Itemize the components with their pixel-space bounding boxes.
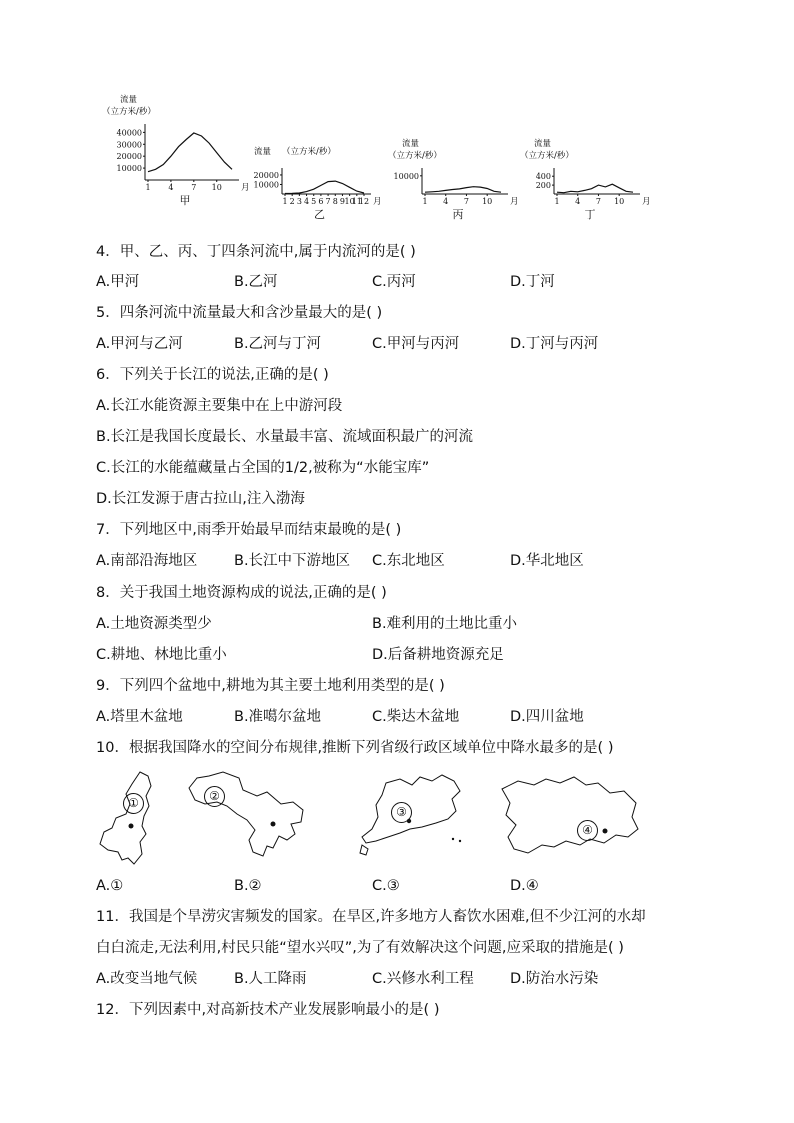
option-a[interactable]: A.南部沿海地区 xyxy=(96,553,198,569)
question-11-stem-cont: 白白流走,无法利用,村民只能“望水兴叹”,为了有效解决这个问题,应采取的措施是( ) xyxy=(96,940,624,956)
province-map-2[interactable] xyxy=(183,766,318,866)
x-tick-label: 10 xyxy=(344,197,355,206)
y-tick-label: 200 xyxy=(535,181,551,191)
y-tick-label: 30000 xyxy=(116,140,142,150)
question-4-stem: 4．甲、乙、丙、丁四条河流中,属于内流河的是( ) xyxy=(96,244,416,260)
option-b[interactable]: B.乙河与丁河 xyxy=(234,336,322,352)
x-tick-label: 6 xyxy=(318,197,324,206)
question-6-option-c[interactable]: C.长江的水能蕴藏量占全国的1/2,被称为“水能宝库” xyxy=(96,460,430,476)
question-11-stem: 11．我国是个旱涝灾害频发的国家。在旱区,许多地方人畜饮水困难,但不少江河的水却 xyxy=(96,909,646,925)
question-9-stem: 9．下列四个盆地中,耕地为其主要土地利用类型的是( ) xyxy=(96,678,445,694)
province-map-1[interactable] xyxy=(96,768,176,868)
x-tick-label: 1 xyxy=(145,183,151,192)
option-a[interactable]: A.甲河与乙河 xyxy=(96,336,183,352)
series-line xyxy=(425,187,501,193)
series-line xyxy=(285,181,364,193)
y-tick-label: 10000 xyxy=(253,180,279,190)
question-12-stem: 12．下列因素中,对高新技术产业发展影响最小的是( ) xyxy=(96,1002,440,1018)
y-tick-label: 20000 xyxy=(253,170,279,180)
option-b[interactable]: B.② xyxy=(234,878,262,894)
flow-chart-ding xyxy=(512,138,652,223)
option-c[interactable]: C.耕地、林地比重小 xyxy=(96,647,227,663)
question-7-stem: 7．下列地区中,雨季开始最早而结束最晚的是( ) xyxy=(96,522,402,538)
option-d[interactable]: D.四川盆地 xyxy=(510,709,584,725)
x-tick-label: 7 xyxy=(325,197,331,206)
x-tick-label: 1 xyxy=(282,197,288,206)
x-tick-label: 5 xyxy=(311,197,317,206)
x-tick-label: 4 xyxy=(443,197,449,206)
y-tick-label: 10000 xyxy=(116,164,142,174)
option-c[interactable]: C.兴修水利工程 xyxy=(372,971,474,987)
map-label-4: ④ xyxy=(577,820,598,841)
question-5-stem: 5．四条河流中流量最大和含沙量最大的是( ) xyxy=(96,305,383,321)
chart-name-label: 丁 xyxy=(584,208,596,221)
option-b[interactable]: B.长江中下游地区 xyxy=(234,553,351,569)
option-a[interactable]: A.甲河 xyxy=(96,274,140,290)
x-tick-label: 7 xyxy=(463,197,470,206)
y-axis-label: 流量 xyxy=(254,147,272,157)
y-tick-label: 10000 xyxy=(393,171,419,181)
flow-chart-bing xyxy=(380,138,519,223)
y-axis-unit: （立方米/秒） xyxy=(102,107,156,117)
x-tick-label: 4 xyxy=(168,183,174,192)
flow-chart-yi xyxy=(252,144,382,229)
chart-name-label: 丙 xyxy=(452,208,464,221)
option-d[interactable]: D.丁河 xyxy=(510,274,555,290)
option-b[interactable]: B.准噶尔盆地 xyxy=(234,709,322,725)
question-6-option-b[interactable]: B.长江是我国长度最长、水量最丰富、流域面积最广的河流 xyxy=(96,429,474,445)
question-6-option-a[interactable]: A.长江水能资源主要集中在上中游河段 xyxy=(96,398,343,414)
map-label-3: ③ xyxy=(391,802,412,823)
x-tick-label: 7 xyxy=(595,197,602,206)
province-map-4[interactable] xyxy=(494,771,644,866)
x-tick-label: 4 xyxy=(303,197,310,206)
y-axis-label: 流量 xyxy=(534,139,552,149)
x-tick-label: 10 xyxy=(614,197,625,206)
x-axis-label: 月 xyxy=(241,183,250,193)
option-d[interactable]: D.华北地区 xyxy=(510,553,584,569)
x-tick-label: 1 xyxy=(554,197,560,206)
x-tick-label: 1 xyxy=(422,197,428,206)
option-d[interactable]: D.防治水污染 xyxy=(510,971,599,987)
x-tick-label: 12 xyxy=(358,197,370,206)
option-c[interactable]: C.东北地区 xyxy=(372,553,445,569)
option-c[interactable]: C.丙河 xyxy=(372,274,416,290)
option-c[interactable]: C.③ xyxy=(372,878,400,894)
y-axis-unit: （立方米/秒） xyxy=(282,147,336,157)
x-tick-label: 8 xyxy=(332,197,338,206)
y-tick-label: 40000 xyxy=(116,128,142,138)
question-6-stem: 6．下列关于长江的说法,正确的是( ) xyxy=(96,367,329,383)
map-label-2: ② xyxy=(204,786,225,807)
option-c[interactable]: C.甲河与丙河 xyxy=(372,336,460,352)
option-b[interactable]: B.乙河 xyxy=(234,274,278,290)
x-tick-label: 7 xyxy=(191,183,197,192)
x-axis-label: 月 xyxy=(510,197,519,207)
x-axis-label: 月 xyxy=(373,197,382,207)
option-d[interactable]: D.后备耕地资源充足 xyxy=(372,647,504,663)
map-label-1: ① xyxy=(123,793,144,814)
option-a[interactable]: A.塔里木盆地 xyxy=(96,709,183,725)
x-tick-label: 9 xyxy=(339,197,346,206)
option-d[interactable]: D.丁河与丙河 xyxy=(510,336,599,352)
option-a[interactable]: A.土地资源类型少 xyxy=(96,616,212,632)
y-axis-unit: （立方米/秒） xyxy=(520,151,574,161)
chart-name-label: 乙 xyxy=(314,208,325,221)
option-d[interactable]: D.④ xyxy=(510,878,539,894)
x-tick-label: 4 xyxy=(575,197,581,206)
option-a[interactable]: A.① xyxy=(96,878,124,894)
y-axis-unit: （立方米/秒） xyxy=(388,151,442,161)
x-tick-label: 10 xyxy=(482,197,493,206)
question-6-option-d[interactable]: D.长江发源于唐古拉山,注入渤海 xyxy=(96,491,305,507)
y-tick-label: 400 xyxy=(535,172,551,182)
chart-name-label: 甲 xyxy=(179,194,191,207)
x-tick-label: 3 xyxy=(296,197,302,206)
question-10-stem: 10．根据我国降水的空间分布规律,推断下列省级行政区域单位中降水最多的是( ) xyxy=(96,740,614,756)
series-line xyxy=(148,133,232,172)
option-a[interactable]: A.改变当地气候 xyxy=(96,971,198,987)
flow-chart-jia xyxy=(100,95,250,226)
option-b[interactable]: B.难利用的土地比重小 xyxy=(372,616,518,632)
option-b[interactable]: B.人工降雨 xyxy=(234,971,307,987)
x-axis-label: 月 xyxy=(642,197,651,207)
y-axis-label: 流量 xyxy=(402,139,420,149)
option-c[interactable]: C.柴达木盆地 xyxy=(372,709,460,725)
x-tick-label: 10 xyxy=(211,183,222,192)
y-axis-label: 流量 xyxy=(120,95,138,105)
y-tick-label: 20000 xyxy=(116,152,142,162)
province-map-3[interactable] xyxy=(356,771,476,861)
question-8-stem: 8．关于我国土地资源构成的说法,正确的是( ) xyxy=(96,585,387,601)
series-line xyxy=(557,184,633,193)
x-tick-label: 11 xyxy=(351,197,362,206)
x-tick-label: 2 xyxy=(289,197,295,206)
